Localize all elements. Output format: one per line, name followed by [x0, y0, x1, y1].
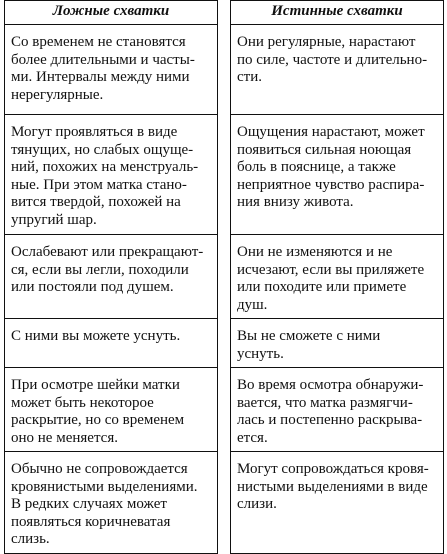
- column-gap: [218, 0, 230, 25]
- false-cell: При осмотре шейки матки может быть некоторое раскрытие, но со временем оно не меняется.: [4, 373, 218, 452]
- true-cell: Они не изменяются и не исчезают, если вы приляжете или походите или примете душ.: [230, 240, 444, 319]
- table-row: [4, 30, 444, 115]
- table-row: [4, 120, 444, 235]
- true-cell: Могут сопровождаться кровя- нистыми выделениями в виде слизи.: [230, 457, 444, 554]
- false-cell: Обычно не сопровождается кровянистыми выделениями. В редких случаях может появляться коричневатая слизь.: [4, 457, 218, 554]
- header-true-contractions: Истинные схватки: [230, 0, 444, 25]
- contractions-comparison-table: [4, 0, 444, 554]
- header-false-contractions: Ложные схватки: [4, 0, 218, 25]
- true-cell: Ощущения нарастают, может появиться сильная ноющая боль в пояснице, а также неприятное чувство распира- ния внизу живота.: [230, 120, 444, 235]
- table-row: [4, 373, 444, 452]
- table-row: [4, 240, 444, 319]
- header-row: [4, 0, 444, 25]
- true-cell: Во время осмотра обнаружи- вается, что матка размягчи- лась и постепенно раскрыва- ется.: [230, 373, 444, 452]
- false-cell: Со временем не становятся более длительными и часты- ми. Интервалы между ними нерегулярные.: [4, 30, 218, 115]
- true-cell: Вы не сможете с ними уснуть.: [230, 324, 444, 368]
- false-cell: Могут проявляться в виде тянущих, но слабых ощуще- ний, похожих на менструаль- ные. При этом матка стано- вится твердой, похожей на упругий шар.: [4, 120, 218, 235]
- false-cell: Ослабевают или прекращают- ся, если вы легли, походили или постояли под душем.: [4, 240, 218, 319]
- table-row: [4, 457, 444, 554]
- table-row: [4, 324, 444, 368]
- false-cell: С ними вы можете уснуть.: [4, 324, 218, 368]
- true-cell: Они регулярные, нарастают по силе, частоте и длительно- сти.: [230, 30, 444, 115]
